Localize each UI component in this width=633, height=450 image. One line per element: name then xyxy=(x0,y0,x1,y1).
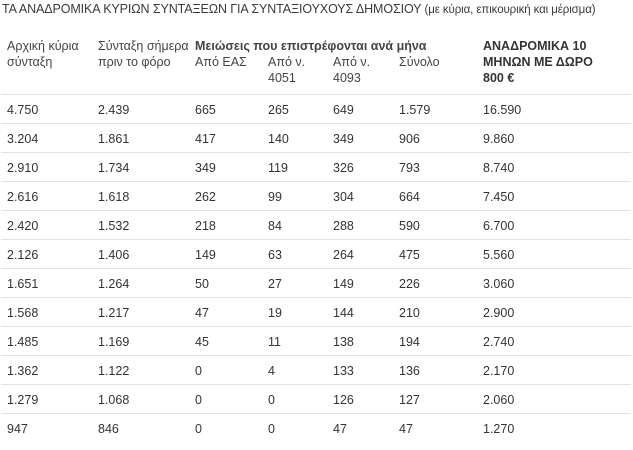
cut-4051-cell: 99 xyxy=(262,181,327,210)
arrears-cell: 6.700 xyxy=(477,210,631,239)
cut-4093-cell: 349 xyxy=(327,123,393,152)
cut-eas-cell: 45 xyxy=(189,326,262,355)
cut-total-cell: 210 xyxy=(393,297,477,326)
header-cut-law-4051: Από ν. 4051 xyxy=(262,54,327,94)
initial-pension-cell: 2.616 xyxy=(1,181,92,210)
initial-pension-cell: 2.910 xyxy=(1,152,92,181)
current-pension-cell: 1.406 xyxy=(92,239,189,268)
cut-4093-cell: 304 xyxy=(327,181,393,210)
table-row xyxy=(1,355,631,384)
arrears-cell: 3.060 xyxy=(477,268,631,297)
cut-total-cell: 127 xyxy=(393,384,477,413)
table-row xyxy=(1,123,631,152)
cut-eas-cell: 262 xyxy=(189,181,262,210)
cut-total-cell: 906 xyxy=(393,123,477,152)
cut-total-cell: 47 xyxy=(399,421,413,436)
cut-eas-cell: 0 xyxy=(189,355,262,384)
cut-eas-cell: 0 xyxy=(195,421,202,436)
table-row xyxy=(1,326,631,355)
current-pension-cell: 1.068 xyxy=(92,384,189,413)
current-pension-cell: 1.618 xyxy=(92,181,189,210)
arrears-cell: 5.560 xyxy=(477,239,631,268)
initial-pension-cell: 1.485 xyxy=(1,326,92,355)
cut-eas-cell: 47 xyxy=(189,297,262,326)
cut-total-cell: 1.579 xyxy=(393,94,477,123)
initial-pension-cell: 2.126 xyxy=(1,239,92,268)
cut-4093-cell: 126 xyxy=(327,384,393,413)
cut-4051-cell: 119 xyxy=(262,152,327,181)
current-pension-cell: 1.169 xyxy=(92,326,189,355)
table-caption xyxy=(2,1,595,18)
table-row xyxy=(1,297,631,326)
cut-eas-cell: 349 xyxy=(189,152,262,181)
cut-4093-cell: 326 xyxy=(327,152,393,181)
cut-total-cell: 194 xyxy=(393,326,477,355)
cut-4051-cell: 4 xyxy=(262,355,327,384)
cut-total-cell: 475 xyxy=(393,239,477,268)
initial-pension-cell: 3.204 xyxy=(1,123,92,152)
cut-4051-cell: 27 xyxy=(262,268,327,297)
arrears-cell: 1.270 xyxy=(483,421,515,436)
table-row xyxy=(1,239,631,268)
initial-pension-cell: 1.279 xyxy=(1,384,92,413)
caption-note: (με κύρια, επικουρική και μέρισμα) xyxy=(421,4,596,16)
current-pension-cell: 1.861 xyxy=(92,123,189,152)
table-header xyxy=(1,28,631,94)
header-monthly-cuts-group: Μειώσεις που επιστρέφονται ανά μήνα xyxy=(195,39,427,53)
current-pension-cell: 846 xyxy=(98,421,119,436)
arrears-cell: 7.450 xyxy=(477,181,631,210)
cut-4093-cell: 133 xyxy=(327,355,393,384)
table-row xyxy=(1,384,631,413)
header-current-pension: Σύνταξη σήμερα πριν το φόρο xyxy=(92,28,189,94)
current-pension-cell: 1.264 xyxy=(92,268,189,297)
cut-4093-cell: 47 xyxy=(333,421,347,436)
table-body xyxy=(1,94,631,442)
arrears-cell: 2.740 xyxy=(477,326,631,355)
cut-eas-cell: 218 xyxy=(189,210,262,239)
cut-4051-cell: 63 xyxy=(262,239,327,268)
current-pension-cell: 1.532 xyxy=(92,210,189,239)
initial-pension-cell: 2.420 xyxy=(1,210,92,239)
cut-4051-cell: 0 xyxy=(262,384,327,413)
arrears-cell: 9.860 xyxy=(477,123,631,152)
initial-pension-cell: 1.568 xyxy=(1,297,92,326)
header-cut-total: Σύνολο xyxy=(393,54,477,94)
table-row xyxy=(1,152,631,181)
cut-eas-cell: 50 xyxy=(189,268,262,297)
arrears-cell: 16.590 xyxy=(477,94,631,123)
table-row xyxy=(1,268,631,297)
cut-total-cell: 136 xyxy=(393,355,477,384)
table-row xyxy=(1,94,631,123)
cut-total-cell: 226 xyxy=(393,268,477,297)
header-cut-law-4093: Από ν. 4093 xyxy=(327,54,393,94)
cut-4051-cell: 19 xyxy=(262,297,327,326)
arrears-cell: 2.060 xyxy=(477,384,631,413)
current-pension-cell: 1.217 xyxy=(92,297,189,326)
cut-4051-cell: 140 xyxy=(262,123,327,152)
cut-total-cell: 793 xyxy=(393,152,477,181)
cut-4093-cell: 288 xyxy=(327,210,393,239)
initial-pension-cell: 1.651 xyxy=(1,268,92,297)
cut-eas-cell: 417 xyxy=(189,123,262,152)
cut-4093-cell: 138 xyxy=(327,326,393,355)
arrears-cell: 8.740 xyxy=(477,152,631,181)
cut-4051-cell: 0 xyxy=(268,421,275,436)
arrears-cell: 2.900 xyxy=(477,297,631,326)
cut-4093-cell: 649 xyxy=(327,94,393,123)
initial-pension-cell: 4.750 xyxy=(1,94,92,123)
cut-eas-cell: 0 xyxy=(189,384,262,413)
caption-main: ΤΑ ΑΝΑΔΡΟΜΙΚΑ ΚΥΡΙΩΝ ΣΥΝΤΑΞΕΩΝ ΓΙΑ ΣΥΝΤΑΞΙΟΥΧΟΥΣ ΔΗΜΟΣΙΟΥ xyxy=(2,2,422,16)
table-row xyxy=(1,210,631,239)
header-arrears-total: ΑΝΑΔΡΟΜΙΚΑ 10 ΜΗΝΩΝ ΜΕ ΔΩΡΟ 800 € xyxy=(477,28,631,94)
header-initial-pension: Αρχική κύρια σύνταξη xyxy=(1,28,92,94)
cut-eas-cell: 149 xyxy=(189,239,262,268)
cut-4051-cell: 265 xyxy=(262,94,327,123)
initial-pension-cell: 947 xyxy=(7,421,28,436)
table-row xyxy=(1,413,631,442)
cut-4093-cell: 149 xyxy=(327,268,393,297)
cut-4051-cell: 84 xyxy=(262,210,327,239)
current-pension-cell: 1.734 xyxy=(92,152,189,181)
cut-4093-cell: 264 xyxy=(327,239,393,268)
cut-4051-cell: 11 xyxy=(262,326,327,355)
cut-total-cell: 664 xyxy=(393,181,477,210)
initial-pension-cell: 1.362 xyxy=(1,355,92,384)
arrears-cell: 2.170 xyxy=(477,355,631,384)
cut-eas-cell: 665 xyxy=(189,94,262,123)
cut-total-cell: 590 xyxy=(393,210,477,239)
pension-arrears-table xyxy=(1,28,631,442)
table-row xyxy=(1,181,631,210)
current-pension-cell: 1.122 xyxy=(92,355,189,384)
current-pension-cell: 2.439 xyxy=(92,94,189,123)
cut-4093-cell: 144 xyxy=(327,297,393,326)
header-cut-eas: Από ΕΑΣ xyxy=(189,54,262,94)
